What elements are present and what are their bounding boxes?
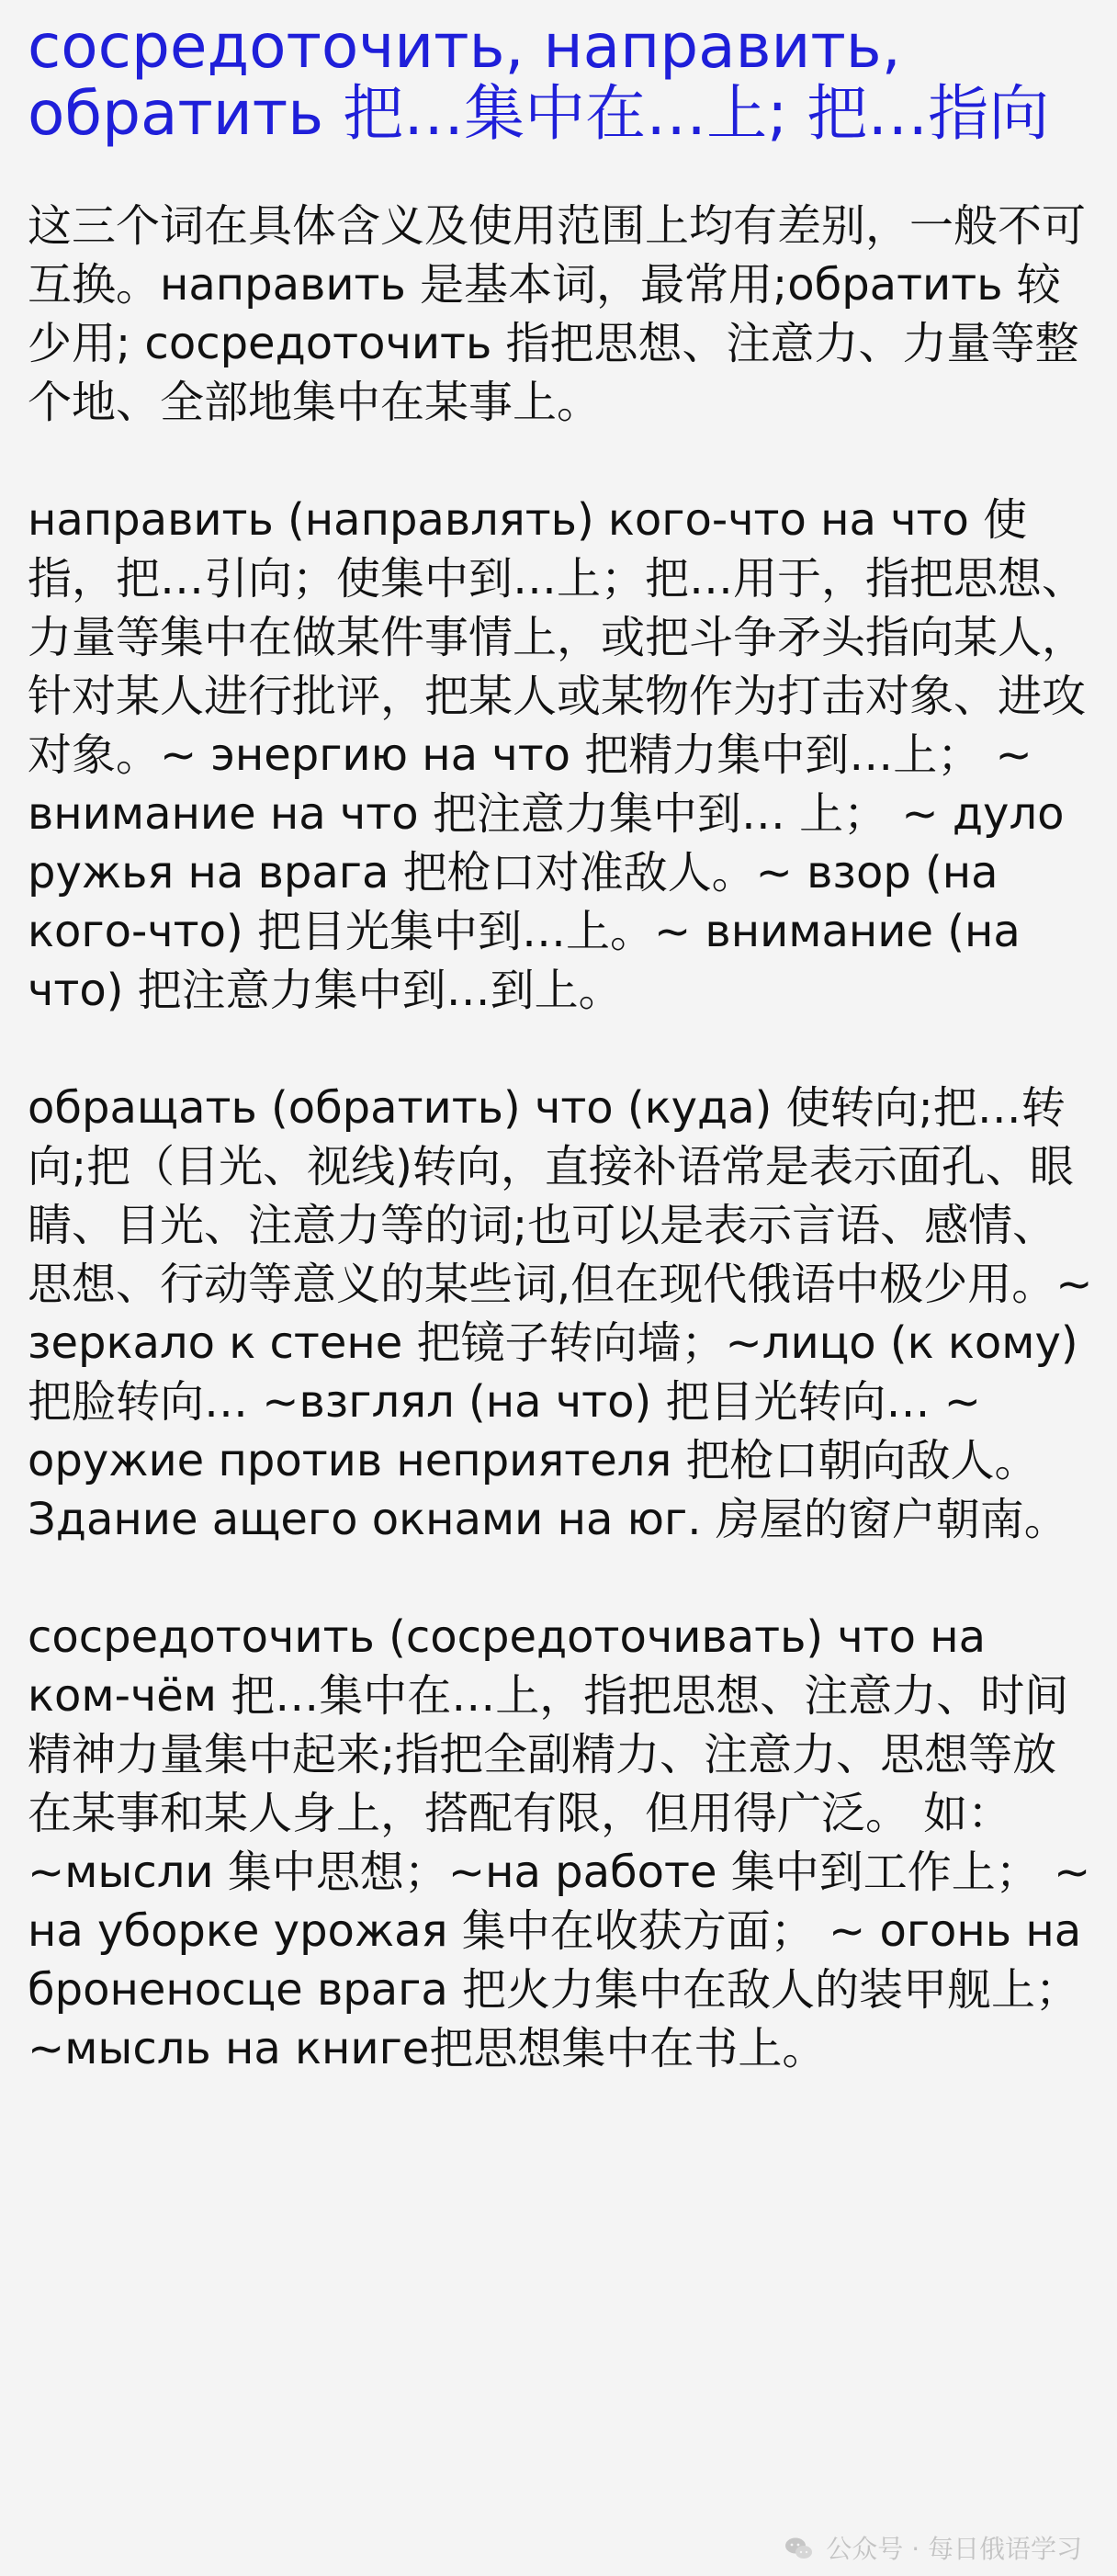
paragraph-4: сосредоточить (сосредоточивать) что на ком-чём 把…集中在…上，指把思想、注意力、时间精神力量集中起来;指把全副精力、注意力、思想等放在某事和某人身上，搭配有限，但用得广泛。 如：~мысли 集中思想；~на работе 集中到工作上； ~ на уборке урожая 集中在收获方面； ~ огонь на броненосце врага 把火力集中在敌人的装甲舰上； ~мысль на книге把思想集中在书上。 — [28, 1611, 1091, 2074]
watermark — [782, 2532, 1082, 2567]
paragraph-2: направить (направлять) кого-что на что 使指，把…引向；使集中到…上；把…用于，指把思想、力量等集中在做某件事情上，或把斗争矛头指向某人，针对某人进行批评，把某人或某物作为打击对象、进攻对象。~ энергию на что 把精力集中到…上； ~ внимание на что 把注意力集中到… 上； ~ дуло ружья на врага 把枪口对准敌人。~ взор (на кого-что) 把目光集中到…上。~ внимание (на что) 把注意力集中到…到上。 — [28, 494, 1087, 1016]
paragraph-3: обращать (обратить) что (куда) 使转向;把…转向;把（目光、视线)转向，直接补语常是表示面孔、眼睛、目光、注意力等的词;也可以是表示言语、感情、思想、行动等意义的某些词,但在现代俄语中极少用。~ зеркало к стене 把镜子转向墙；~лицо (к кому) 把脸转向… ~взглял (на что) 把目光转向… ~ оружие против неприятеля 把枪口朝向敌人。Здание ащего окнами на юг. 房屋的窗户朝南。 — [28, 1082, 1093, 1545]
wechat-icon — [782, 2532, 817, 2567]
page-title: сосредоточить, направить, обратить 把…集中在…上; 把…指向 — [28, 11, 1050, 149]
paragraph-1: 这三个词在具体含义及使用范围上均有差别，一般不可互换。направить 是基本词，最常用;обратить 较少用; сосредоточить 指把思想、注意力、力量等整个地、全部地集中在某事上。 — [28, 200, 1087, 428]
watermark-text: 公众号 · 每日俄语学习 — [826, 2534, 1082, 2564]
article-content — [28, 13, 1093, 2078]
